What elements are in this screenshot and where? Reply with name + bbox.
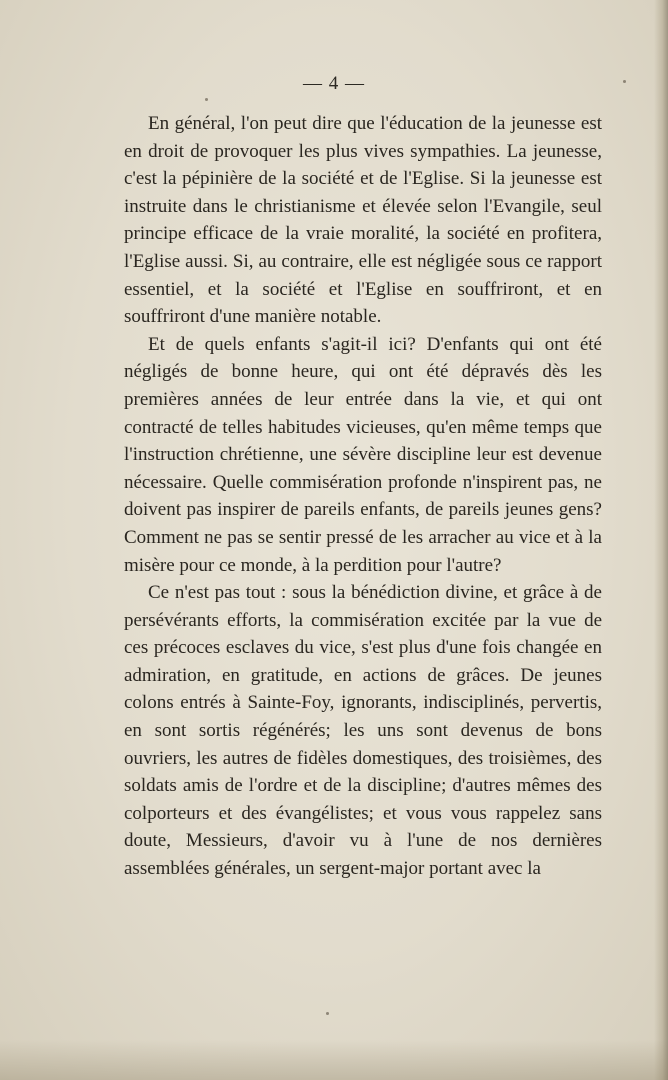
page-bottom-shadow	[0, 1040, 668, 1080]
paper-speck	[205, 98, 208, 101]
paper-speck	[623, 80, 626, 83]
paragraph-2: Et de quels enfants s'agit-il ici? D'enfants qui ont été négligés de bonne heure, qui ont été dépravés dès les premières années de leur entrée dans la vie, et qui ont contracté de telles habitudes vicieuses, qu'en même temps que l'instruction chrétienne, une sévère discipline leur est devenue nécessaire. Quelle commisération profonde n'inspirent pas, ne doivent pas inspirer de pareils enfants, de pareils jeunes gens? Comment ne pas se sentir pressé de les arracher au vice et à la misère pour ce monde, à la perdition pour l'autre?	[124, 333, 602, 576]
paper-speck	[326, 1012, 329, 1015]
body-text	[124, 110, 602, 883]
page-number: — 4 —	[303, 73, 365, 94]
page-edge-shadow	[654, 0, 668, 1080]
paragraph-3: Ce n'est pas tout : sous la bénédiction divine, et grâce à de persévérants efforts, la commisération excitée par la vue de ces précoces esclaves du vice, s'est plus d'une fois changée en admiration, en gratitude, en actions de grâces. De jeunes colons entrés à Sainte-Foy, ignorants, indisciplinés, pervertis, en sont sortis régénérés; les uns sont devenus de bons ouvriers, les autres de fidèles domestiques, des troisièmes, des soldats amis de l'ordre et de la discipline; d'autres mêmes des colporteurs et des évangélistes; et vous vous rappelez sans doute, Messieurs, d'avoir vu à l'une de nos dernières assemblées générales, un sergent-major portant avec la	[124, 582, 602, 880]
paragraph-1: En général, l'on peut dire que l'éducation de la jeunesse est en droit de provoquer les plus vives sympathies. La jeunesse, c'est la pépinière de la société et de l'Eglise. Si la jeunesse est instruite dans le christianisme et élevée selon l'Evangile, seul principe efficace de la vraie moralité, la société en profitera, l'Eglise aussi. Si, au contraire, elle est négligée sous ce rapport essentiel, et la société et l'Eglise en souffriront, et en souffriront d'une manière notable.	[124, 113, 602, 328]
